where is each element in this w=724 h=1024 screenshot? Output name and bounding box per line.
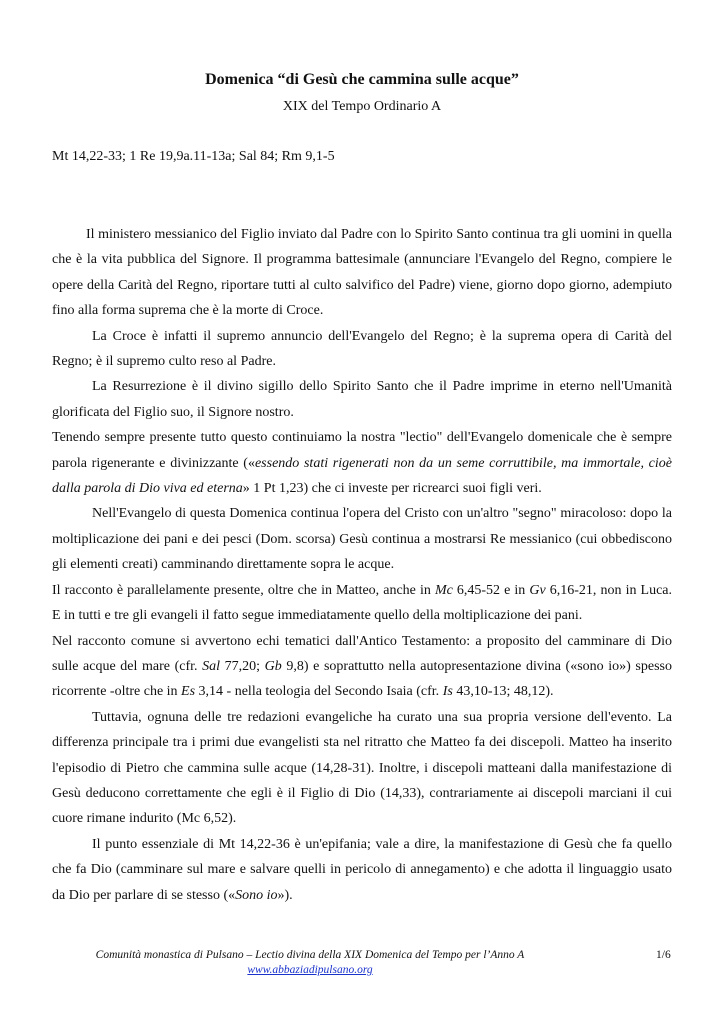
footer-text: Comunità monastica di Pulsano – Lectio divina della XIX Domenica del Tempo per l’Anno A [95,949,525,961]
paragraph-6: Il racconto è parallelamente presente, oltre che in Matteo, anche in Mc 6,45-52 e in Gv 6,16-21, non in Luca. E in tutti e tre gli evangeli il fatto segue immediatamente quello della moltiplicazione dei pani. [52,582,673,624]
paragraph-2: La Croce è infatti il supremo annuncio dell'Evangelo del Regno; è la suprema opera di Carità del Regno; è il supremo culto reso al Padre. [52,328,672,370]
scripture-references: Mt 14,22-33; 1 Re 19,9a.11-13a; Sal 84; Rm 9,1-5 [52,149,335,164]
paragraph-7: Nel racconto comune si avvertono echi tematici dall'Antico Testamento: a proposito del camminare di Dio sulle acque del mare (cfr. Sal 77,20; Gb 9,8) e soprattutto nella autopresentazione divina («sono io») spesso ricorrente -oltre che in Es 3,14 - nella teologia del Secondo Isaia (cfr. Is 43,10-13; 48,12). [52,633,672,700]
paragraph-1: Il ministero messianico del Figlio inviato dal Padre con lo Spirito Santo continua tra gli uomini in quella che è la vita pubblica del Signore. Il programma battesimale (annunciare l'Evangelo del Regno, compiere le opere della Carità del Regno, riportare tutti al culto salvifico del Padre) viene, giorno dopo giorno, adempiuto fino alla forma suprema che è la morte di Croce. [52,227,672,319]
page-number: 1/6 [656,949,671,961]
paragraph-5: Nell'Evangelo di questa Domenica continua l'opera del Cristo con un'altro "segno" miracoloso: dopo la moltiplicazione dei pani e dei pesci (Dom. scorsa) Gesù continua a mostrarsi Re messianico (cui obbediscono gli elementi creati) camminando direttamente sopra le acque. [52,506,672,573]
paragraph-9: Il punto essenziale di Mt 14,22-36 è un'epifania; vale a dire, la manifestazione di Gesù che fa quello che fa Dio (camminare sul mare e salvare quelli in pericolo di annegamento) e che adotta il linguaggio usato da Dio per parlare di se stesso («Sono io»). [52,836,672,903]
paragraph-8: Tuttavia, ognuna delle tre redazioni evangeliche ha curato una sua propria versione dell'evento. La differenza principale tra i primi due evangelisti sta nel ritratto che Matteo fa dei discepoli. Matteo ha inserito l'episodio di Pietro che cammina sulle acque (14,28-31). Inoltre, i discepoli matteani dalla manifestazione di Gesù deducono correttamente che egli è il Figlio di Dio (14,33), contrariamente ai discepoli marciani il cui cuore rimane indurito (Mc 6,52). [52,709,672,827]
footer-website-link[interactable]: www.abbaziadipulsano.org [247,964,373,976]
page-subtitle: XIX del Tempo Ordinario A [282,99,442,114]
quote-1-pt: essendo stati rigenerati non da un seme corruttibile, ma immortale, cioè dalla parola di Dio viva ed eterna [52,455,672,497]
paragraph-4: Tenendo sempre presente tutto questo continuiamo la nostra "lectio" dell'Evangelo domenicale che è sempre parola rigenerante e divinizzante («essendo stati rigenerati non da un seme corruttibile, ma immortale, cioè dalla parola di Dio viva ed eterna» 1 Pt 1,23) che ci investe per ricrearci suoi figli veri. [52,430,672,497]
document-body [52,222,672,908]
paragraph-3: La Resurrezione è il divino sigillo dello Spirito Santo che il Padre imprime in eterno nell'Umanità glorificata del Figlio suo, il Signore nostro. [52,379,672,420]
page-title: Domenica “di Gesù che cammina sulle acque” [205,71,519,88]
page-footer [80,948,540,978]
